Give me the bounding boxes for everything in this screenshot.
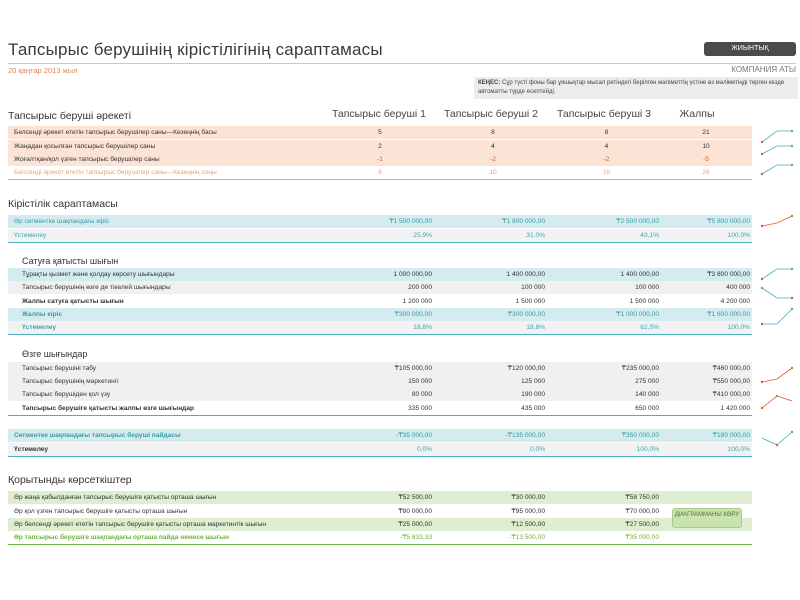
page-title: Тапсырыс берушінің кірістілігінің сараптамасы [8,40,383,59]
cell-value: 1 500 000 [629,298,659,305]
cell-value[interactable]: 4 [604,143,609,150]
sparkline-service-costs [760,264,794,284]
table-row [8,281,752,294]
cell-total: ₸1 600 000,00 [707,311,750,318]
cell-total: ₸180 000,00 [712,432,750,439]
cell-total: 100,0% [727,232,750,239]
cell-total: -5 [703,156,709,163]
row-label: Тапсырыс берушінің маркетингі [22,378,119,385]
row-label: Әр тапсырыс берушіге шақпандағы орташа пайда немесе шығын [14,534,229,541]
cell-value[interactable]: 2 [378,143,382,150]
row-label: Үстемелеу [14,232,47,239]
cell-total: 10 [702,143,710,150]
table-row [8,443,752,457]
sales-section-title: Сатуға қатысты шығын [22,256,119,266]
cell-value: 10 [602,169,611,176]
cell-value: 1 500 000 [515,298,545,305]
cell-value[interactable]: 1 000 000,00 [393,271,432,278]
row-label: Үстемелеу [14,446,49,453]
cell-total: ₸3 800 000,00 [707,271,750,278]
cell-value[interactable]: 5 [378,129,382,136]
cell-value[interactable]: -2 [603,156,610,163]
column-header-total: Жалпы [679,108,715,120]
table-row [8,531,752,545]
tip-label: КЕҢЕС: [478,80,501,86]
cell-value: ₸300 000,00 [507,311,545,318]
cell-value: 0,0% [529,446,545,453]
cell-value: -₸135 000,00 [505,432,545,439]
cell-value: 100,0% [636,446,659,453]
cell-total: 1 420 000 [720,405,750,412]
cell-value: ₸350 000,00 [621,432,659,439]
cell-value: ₸300 000,00 [394,311,432,318]
row-label: Әр жаңа қабылданған тапсырыс берушіге қатысты орташа шығын [14,494,217,501]
kpi-section-title: Қорытынды көрсеткіштер [8,474,132,486]
row-label: Әр белсенді әрекет ететін тапсырыс берушіге қатысты орташа маркетинтік шығын [14,521,267,528]
tip-text: Сұр түсті фоны бар ұяшықтар мысал ретіндегі берілген мәліметтің үстіне өз мәліметіңді терген кезде автоматты түрде есептейді. [478,80,785,95]
cell-value[interactable]: -2 [490,156,496,163]
cell-value: 10 [489,169,497,176]
table-row [8,215,752,228]
other-section-title: Өзге шығындар [22,349,88,359]
table-row [8,429,752,442]
table-row [8,229,752,243]
cell-value: ₸35 000,00 [625,534,659,541]
cell-value: 435 000 [521,405,545,412]
cell-value[interactable]: ₸1 500 000,00 [389,218,432,225]
row-label: Жалпы кіріс [22,311,63,318]
sparkline-revenue [760,212,794,230]
row-label: Сегментке шақпандағы тапсырыс беруші пайдасы [14,432,181,439]
cell-value: -₸35 000,00 [396,432,432,439]
cell-value[interactable]: 80 000 [411,391,432,398]
cell-total: ₸5 800 000,00 [707,218,750,225]
cell-value[interactable]: 125 000 [521,378,545,385]
cell-total: 400 000 [726,284,750,291]
table-row [8,166,752,180]
sparkline-churn [760,392,794,412]
sparkline-acquisition [760,362,794,388]
tip-box [474,77,798,99]
cell-value[interactable]: 1 400 000,00 [620,271,659,278]
row-label: Тапсырыс берушіге қатысты жалпы өзге шығындар [22,405,195,412]
cell-total: ₸460 000,00 [712,365,750,372]
table-row [8,375,752,388]
table-row [8,362,752,375]
cell-value[interactable]: 8 [491,129,495,136]
table-row [8,126,752,139]
cell-value: 31,0% [526,232,545,239]
table-row [8,153,752,166]
cell-value: ₸52 500,00 [398,494,432,501]
cell-value: ₸27 500,00 [625,521,659,528]
header-divider [8,63,796,64]
activity-section-title: Тапсырыс беруші әрекеті [8,110,132,122]
cell-total: ₸550 000,00 [712,378,750,385]
table-row [8,140,752,153]
table-row [8,491,752,504]
table-row [8,268,752,281]
column-header-customer-3: Тапсырыс беруші 3 [556,108,652,120]
cell-value: 18,8% [526,324,545,331]
table-row [8,505,752,518]
table-row [8,321,752,335]
sparkline-activity-new [760,142,794,158]
table-row [8,518,752,531]
column-header-customer-1: Тапсырыс беруші 1 [331,108,427,120]
summary-button[interactable]: ЖИЫНТЫҚ [704,42,796,56]
cell-value: ₸25 000,00 [398,521,432,528]
cell-value[interactable]: 275 000 [635,378,659,385]
row-label: Тапсырыс берушіні табу [22,365,97,372]
cell-value[interactable]: 100 000 [521,284,545,291]
row-label: Әр қол үзген тапсырыс берушіге қатысты орташа шығын [14,508,188,515]
report-date: 20 қаңтар 2013 жыл [8,66,78,75]
row-label: Үстемелеу [22,324,57,331]
cell-value: ₸30 000,00 [511,494,545,501]
sparkline-direct-costs [760,284,794,302]
row-label: Жаңадан қосылған тапсырыс берушілер саны [14,143,156,150]
view-chart-button[interactable]: ДИАГРАММАНЫ КӨРУ [672,508,742,528]
cell-value[interactable]: ₸120 000,00 [507,365,545,372]
cell-value[interactable]: 200 000 [408,284,432,291]
cell-value: ₸1 000 000,00 [616,311,659,318]
sparkline-segment-profit [760,428,794,450]
cell-value[interactable]: ₸105 000,00 [394,365,432,372]
cell-value[interactable]: 140 000 [635,391,659,398]
cell-value: 25,9% [413,232,432,239]
table-row [8,308,752,321]
row-label: Белсенді әрекет ететін тапсырыс берушілер саны—Кезеңнің басы [14,129,217,136]
cell-value: 6 [378,169,382,176]
cell-total: 26 [702,169,710,176]
table-row [8,402,752,416]
cell-value: 62,5% [640,324,659,331]
row-label: Тапсырыс берушінің өзге де тікелей шығындары [22,284,171,291]
cell-value: -₸5 833,33 [399,534,432,541]
cell-total: 100,0% [727,446,750,453]
cell-value: ₸70 000,00 [625,508,659,515]
cell-value[interactable]: ₸1 800 000,00 [502,218,545,225]
company-name[interactable]: КОМПАНИЯ АТЫ [731,65,796,74]
cell-value[interactable]: 8 [604,129,609,136]
profit-section-title: Кірістілік сараптамасы [8,198,118,210]
cell-value[interactable]: 100 000 [635,284,659,291]
row-label: Жоғалтқан/қол үзген тапсырыс берушілер саны [14,156,160,163]
cell-total: 21 [702,129,710,136]
cell-value[interactable]: 150 000 [408,378,432,385]
sparkline-activity-end [760,160,794,178]
cell-value: 650 000 [635,405,659,412]
row-label: Тұрақты қызмет және қолдау көрсету шығындары [22,271,175,278]
cell-value: ₸58 750,00 [625,494,659,501]
cell-value[interactable]: 1 400 000,00 [506,271,545,278]
cell-value: 43,1% [640,232,659,239]
footer-divider [8,544,752,545]
row-label: Әр сегментке шақпандағы кіріс [14,218,110,225]
cell-value[interactable]: ₸235 000,00 [621,365,659,372]
cell-value: 1 200 000 [402,298,432,305]
cell-value: -₸13 500,00 [509,534,545,541]
cell-total: ₸410 000,00 [712,391,750,398]
row-label: Жалпы сатуға қатысты шығын [22,298,124,305]
cell-value[interactable]: ₸2 500 000,00 [616,218,659,225]
cell-value: ₸80 000,00 [398,508,432,515]
table-row [8,295,752,308]
row-label: Тапсырыс берушіден қол үзу [22,391,111,398]
cell-value[interactable]: 4 [491,143,495,150]
cell-value: 0,0% [416,446,432,453]
cell-value[interactable]: -1 [377,156,383,163]
cell-value: ₸95 000,00 [511,508,545,515]
column-header-customer-2: Тапсырыс беруші 2 [443,108,539,120]
cell-value: ₸12 500,00 [511,521,545,528]
cell-value: 18,8% [413,324,432,331]
cell-value[interactable]: 190 000 [521,391,545,398]
row-label: Белсенді әрекет ететін тапсырыс берушілер саны—Кезеңнің соңы [14,169,217,176]
sparkline-gross-profit [760,304,794,330]
table-row [8,388,752,401]
cell-total: 100,0% [727,324,750,331]
cell-total: 4 200 000 [720,298,750,305]
cell-value: 335 000 [408,405,432,412]
